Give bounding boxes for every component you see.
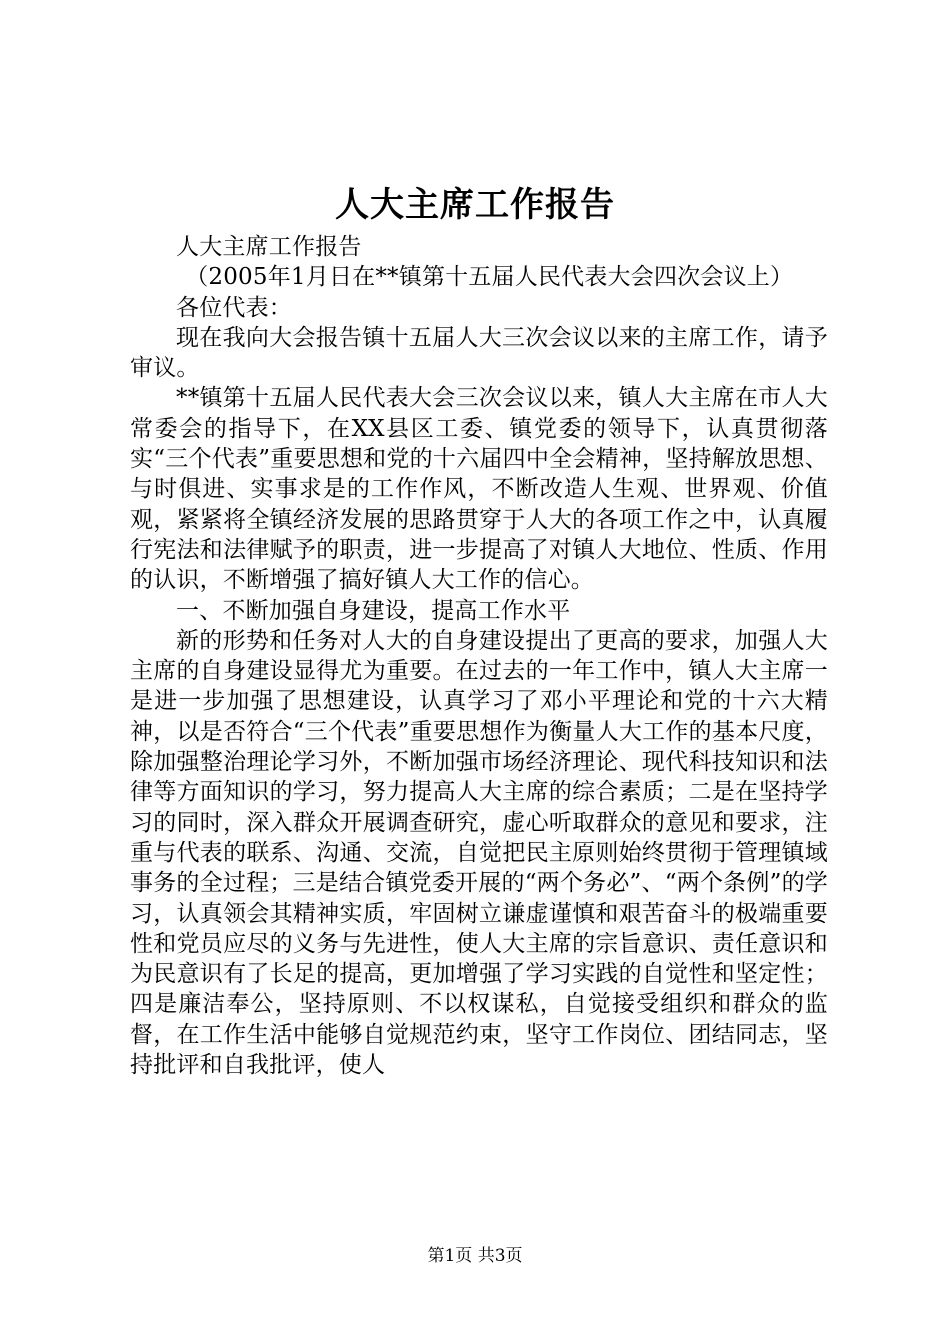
document-title: 人大主席工作报告 <box>335 185 615 225</box>
overview-paragraph: **镇第十五届人民代表大会三次会议以来，镇人大主席在市人大常委会的指导下，在XX县区工委、镇党委的领导下，认真贯彻落实“三个代表”重要思想和党的十六届四中全会精神，坚持解放思想、与时俱进、实事求是的工作作风，不断改造人生观、世界观、价值观，紧紧将全镇经济发展的思路贯穿于人大的各项工作之中，认真履行宪法和法律赋予的职责，进一步提高了对镇人大地位、性质、作用的认识，不断增强了搞好镇人大工作的信心。 <box>130 385 828 594</box>
section-1-paragraph: 新的形势和任务对人大的自身建设提出了更高的要求，加强人大主席的自身建设显得尤为重要。在过去的一年工作中，镇人大主席一是进一步加强了思想建设，认真学习了邓小平理论和党的十六大精神，以是否符合“三个代表”重要思想作为衡量人大工作的基本尺度，除加强整治理论学习外，不断加强市场经济理论、现代科技知识和法律等方面知识的学习，努力提高人大主席的综合素质；二是在坚持学习的同时，深入群众开展调查研究，虚心听取群众的意见和要求，注重与代表的联系、沟通、交流，自觉把民主原则始终贯彻于管理镇域事务的全过程；三是结合镇党委开展的“两个务必”、“两个条例”的学习，认真领会其精神实质，牢固树立谦虚谨慎和艰苦奋斗的极端重要性和党员应尽的义务与先进性，使人大主席的宗旨意识、责任意识和为民意识有了长足的提高，更加增强了学习实践的自觉性和坚定性；四是廉洁奉公，坚持原则、不以权谋私，自觉接受组织和群众的监督，在工作生活中能够自觉规范约束，坚守工作岗位、团结同志，坚持批评和自我批评，使人 <box>130 627 828 1079</box>
subtitle-paragraph: 人大主席工作报告 <box>176 234 362 260</box>
document-body <box>130 232 828 1080</box>
page-footer: 第1页 共3页 <box>427 1246 523 1266</box>
salutation-paragraph: 各位代表： <box>176 294 292 321</box>
intro-paragraph: 现在我向大会报告镇十五届人大三次会议以来的主席工作，请予审议。 <box>130 324 828 382</box>
meeting-info-paragraph: （2005年1月日在**镇第十五届人民代表大会四次会议上） <box>185 264 794 291</box>
section-heading-1: 一、不断加强自身建设，提高工作水平 <box>176 597 571 624</box>
